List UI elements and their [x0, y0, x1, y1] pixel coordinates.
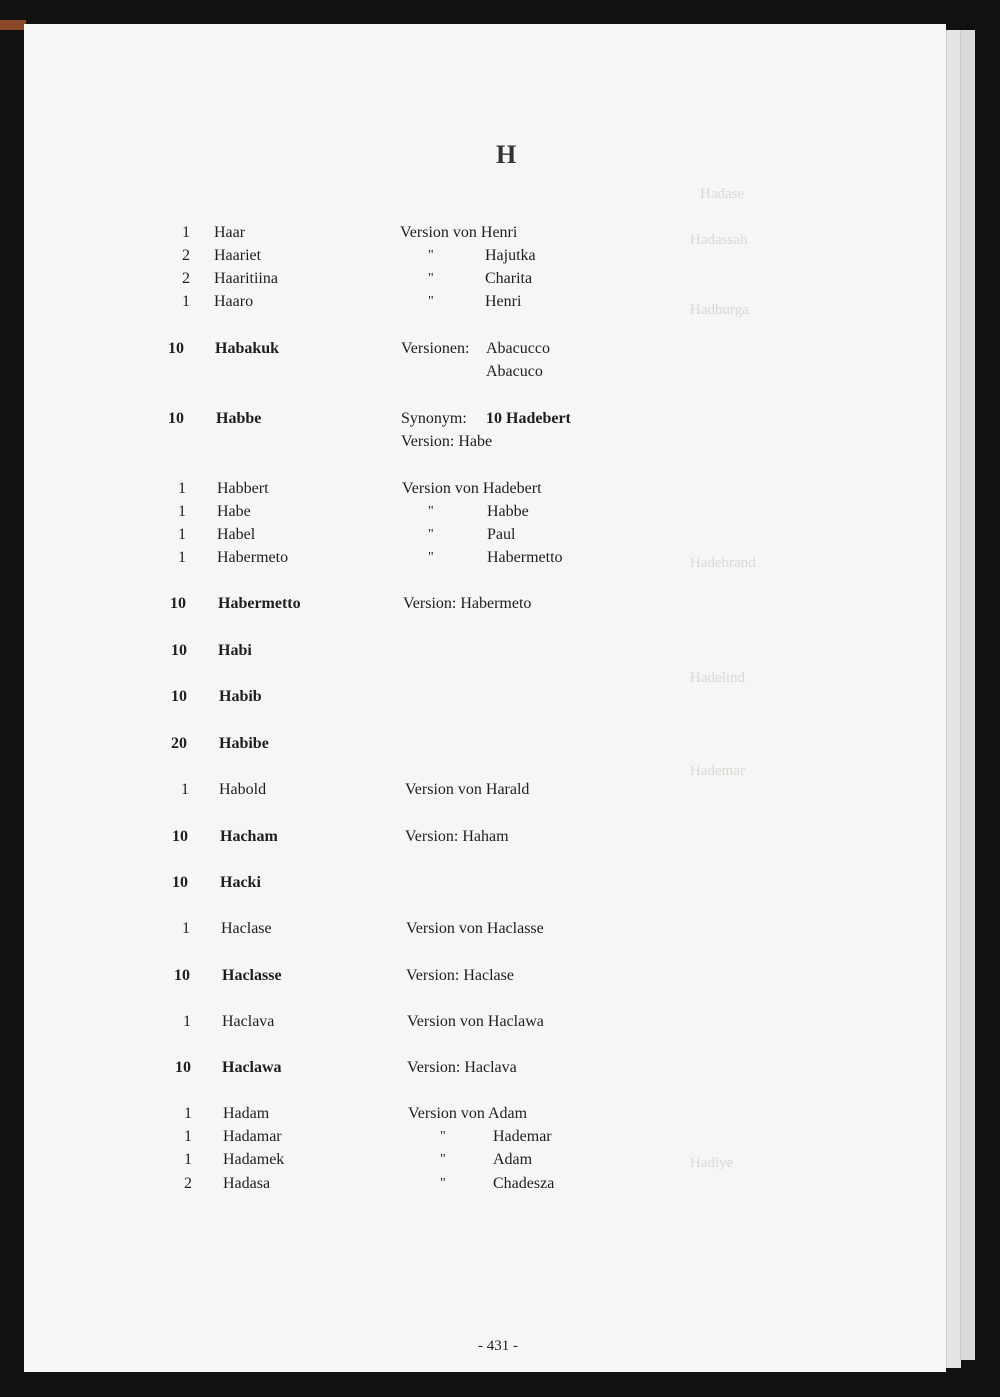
entry-number: 2: [182, 247, 190, 264]
entry-note: Hademar: [493, 1128, 552, 1145]
entry-note: Abacuco: [486, 363, 543, 380]
entry-name: Hacki: [220, 874, 261, 891]
entry-name: Haclasse: [222, 967, 282, 984]
entry-name: Habakuk: [215, 340, 280, 357]
section-letter-heading: H: [496, 140, 517, 169]
entry-number: 1: [184, 1151, 192, 1168]
entry-number: 1: [181, 781, 189, 798]
entry-number: 1: [182, 920, 190, 937]
bleed-through-text: Hadebrand: [690, 555, 756, 571]
entry-note: Version: Haham: [405, 828, 509, 845]
entry-number: 10: [172, 874, 188, 891]
entry-note: Version von Haclawa: [407, 1013, 544, 1030]
entry-number: 10: [170, 595, 186, 612]
entry-number: 1: [178, 526, 186, 543]
entry-name: Haclava: [222, 1013, 275, 1030]
entry-note: Habbe: [487, 503, 529, 520]
entry-number: 1: [178, 549, 186, 566]
entry-name: Habe: [217, 503, 251, 520]
entry-note: Version: Haclava: [407, 1059, 517, 1076]
entry-number: 10: [172, 828, 188, 845]
entry-name: Hadasa: [223, 1175, 271, 1192]
entry-number: 1: [182, 224, 190, 241]
bleed-through-text: Hadelind: [690, 670, 745, 686]
page-stack-edge-2: [960, 30, 975, 1360]
entry-note: Chadesza: [493, 1175, 555, 1192]
entry-name: Haaro: [214, 293, 254, 310]
book-spine-edge: [0, 20, 26, 30]
entry-number: 1: [178, 480, 186, 497]
entry-name: Habermetto: [218, 595, 301, 612]
entry-number: 2: [184, 1175, 192, 1192]
entry-note: Version von Henri: [400, 224, 518, 241]
entry-name: Habold: [219, 781, 267, 798]
entry-name: Habermeto: [217, 549, 289, 566]
ditto-mark: ": [428, 294, 434, 309]
entry-name: Haclawa: [222, 1059, 282, 1076]
ditto-mark: ": [440, 1176, 446, 1191]
entry-number: 1: [184, 1105, 192, 1122]
ditto-mark: ": [440, 1129, 446, 1144]
ditto-mark: ": [428, 504, 434, 519]
entry-name: Hadamar: [223, 1128, 282, 1145]
entry-note: Habermetto: [487, 549, 563, 566]
entry-name: Haclase: [221, 920, 272, 937]
entry-name: Hacham: [220, 828, 278, 845]
ditto-mark: ": [428, 248, 434, 263]
entry-name: Habib: [219, 688, 262, 705]
entry-number: 10: [171, 642, 187, 659]
bleed-through-text: Hadiye: [690, 1155, 734, 1171]
bleed-through-text: Hadase: [700, 186, 745, 202]
ditto-mark: ": [440, 1152, 446, 1167]
page-stack-edge: [946, 30, 961, 1368]
entry-note-label: Versionen:: [401, 340, 470, 357]
bleed-through-text: Hadburga: [690, 302, 749, 318]
entry-note: Version von Haclasse: [406, 920, 544, 937]
entry-number: 1: [184, 1128, 192, 1145]
entry-number: 2: [182, 270, 190, 287]
entry-note: Hajutka: [485, 247, 536, 264]
entry-number: 10: [174, 967, 190, 984]
page-number: - 431 -: [478, 1338, 518, 1354]
entry-note: Paul: [487, 526, 516, 543]
entry-name: Haaritiina: [214, 270, 278, 287]
entry-name: Hadam: [223, 1105, 270, 1122]
entry-note: Version: Habermeto: [403, 595, 532, 612]
entry-note: Version von Adam: [408, 1105, 528, 1122]
entry-name: Hadamek: [223, 1151, 285, 1168]
entry-note: Version von Harald: [405, 781, 530, 798]
entry-note-label: Synonym:: [401, 410, 467, 427]
entry-note: Version: Habe: [401, 433, 493, 450]
entry-name: Haariet: [214, 247, 262, 264]
ditto-mark: ": [428, 271, 434, 286]
entry-number: 10: [168, 410, 184, 427]
entry-note: Abacucco: [486, 340, 550, 357]
entry-number: 10: [171, 688, 187, 705]
ditto-mark: ": [428, 550, 434, 565]
entry-name: Haar: [214, 224, 246, 241]
entry-name: Habbe: [216, 410, 262, 427]
bleed-through-text: Hademar: [690, 763, 745, 779]
entry-number: 1: [182, 293, 190, 310]
entry-name: Habi: [218, 642, 252, 659]
entry-note: Henri: [485, 293, 522, 310]
entry-note: Version: Haclase: [406, 967, 514, 984]
entry-number: 10: [168, 340, 184, 357]
entry-name: Habibe: [219, 735, 269, 752]
bleed-through-text: Hadassah: [690, 232, 748, 248]
entry-note: Version von Hadebert: [402, 480, 542, 497]
entry-number: 20: [171, 735, 187, 752]
entry-name: Habel: [217, 526, 256, 543]
entry-name: Habbert: [217, 480, 269, 497]
entry-note-synonym: 10 Hadebert: [486, 410, 571, 427]
entry-note: Charita: [485, 270, 533, 287]
entry-number: 10: [175, 1059, 191, 1076]
ditto-mark: ": [428, 527, 434, 542]
entry-number: 1: [183, 1013, 191, 1030]
entry-number: 1: [178, 503, 186, 520]
entry-note: Adam: [493, 1151, 533, 1168]
